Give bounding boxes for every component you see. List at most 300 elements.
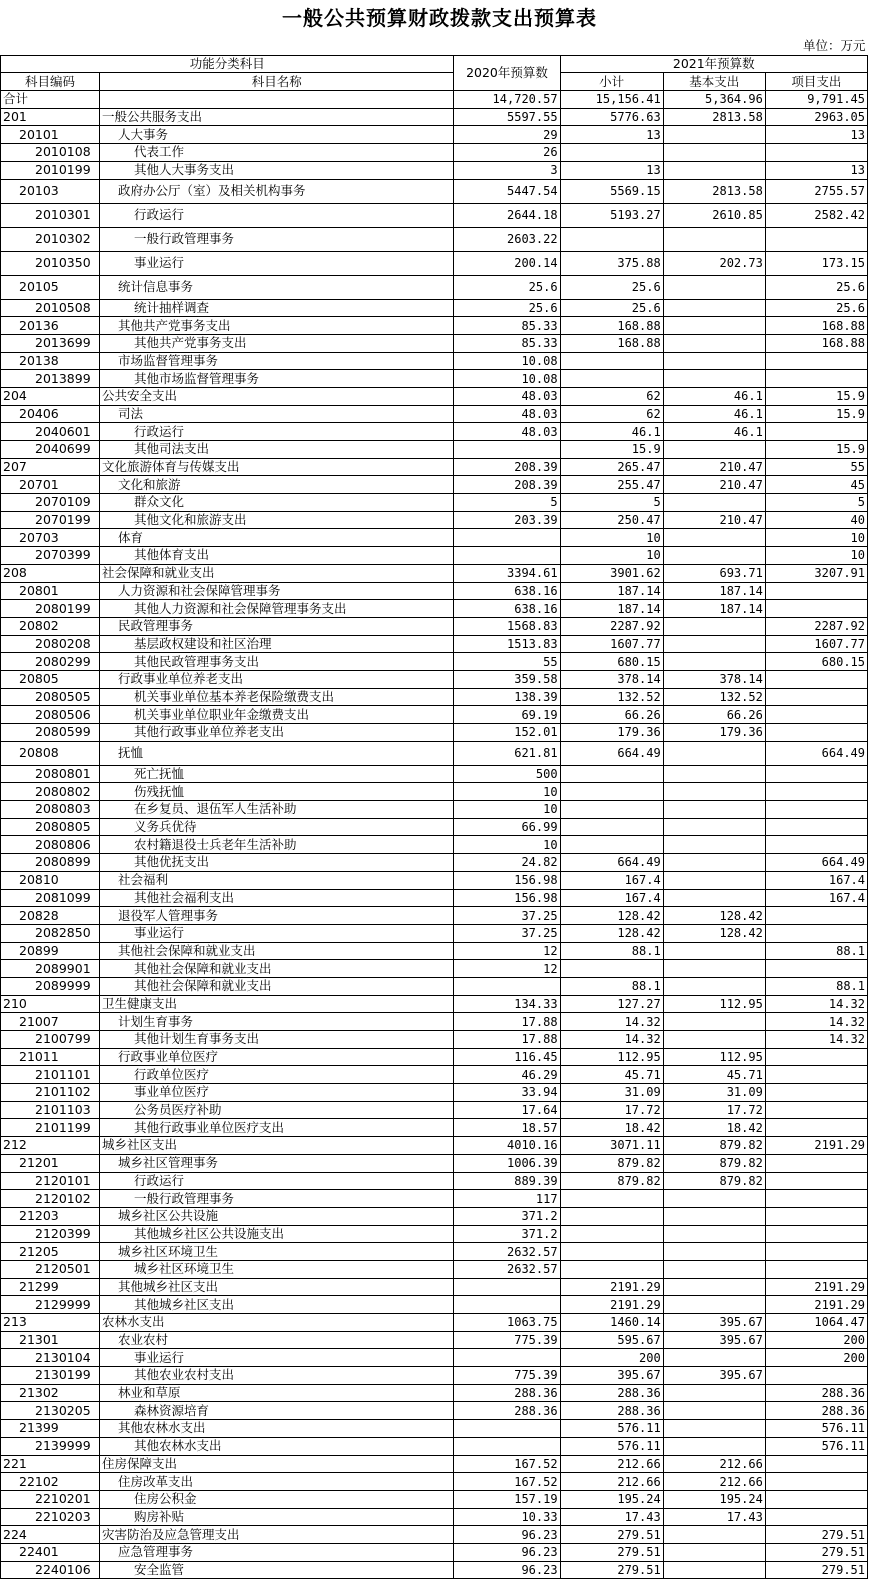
row-2021-project <box>765 1084 867 1102</box>
table-row <box>1 1296 868 1314</box>
row-2020-budget: 775.39 <box>454 1331 560 1349</box>
row-2021-project: 167.4 <box>765 871 867 889</box>
header-func-class: 功能分类科目 <box>1 55 454 73</box>
row-2021-project: 167.4 <box>765 889 867 907</box>
row-name: 城乡社区环境卫生 <box>100 1260 454 1278</box>
row-name: 市场监督管理事务 <box>100 352 454 370</box>
row-2020-budget: 37.25 <box>454 907 560 925</box>
row-2021-subtotal <box>560 1260 663 1278</box>
row-2021-basic: 46.1 <box>663 387 765 405</box>
row-2021-subtotal: 5 <box>560 494 663 512</box>
row-2020-budget: 37.25 <box>454 924 560 942</box>
row-2020-budget: 10.08 <box>454 352 560 370</box>
row-2021-project: 200 <box>765 1349 867 1367</box>
row-2021-subtotal: 46.1 <box>560 423 663 441</box>
row-2020-budget: 69.19 <box>454 706 560 724</box>
row-name: 行政运行 <box>100 203 454 227</box>
table-row <box>1 91 868 109</box>
row-2021-project: 1064.47 <box>765 1314 867 1332</box>
row-2020-budget: 621.81 <box>454 741 560 765</box>
table-row <box>1 1243 868 1261</box>
row-name: 其他农业农村支出 <box>100 1367 454 1385</box>
row-name: 人力资源和社会保障管理事务 <box>100 582 454 600</box>
row-2021-basic: 187.14 <box>663 600 765 618</box>
row-name: 农村籍退役士兵老年生活补助 <box>100 836 454 854</box>
row-2021-project: 288.36 <box>765 1402 867 1420</box>
table-row <box>1 1066 868 1084</box>
row-code: 2120501 <box>1 1260 100 1278</box>
row-name: 其他社会保障和就业支出 <box>100 942 454 960</box>
row-code: 2101103 <box>1 1101 100 1119</box>
row-2020-budget: 5 <box>454 494 560 512</box>
row-2021-project <box>765 1190 867 1208</box>
row-2020-budget: 203.39 <box>454 511 560 529</box>
header-2021-budget: 2021年预算数 <box>560 55 867 73</box>
row-2021-project <box>765 1172 867 1190</box>
row-code: 2080505 <box>1 688 100 706</box>
row-2021-basic: 195.24 <box>663 1490 765 1508</box>
row-2021-basic: 46.1 <box>663 405 765 423</box>
row-2021-project: 2191.29 <box>765 1278 867 1296</box>
row-2021-subtotal: 62 <box>560 387 663 405</box>
row-2021-project <box>765 1101 867 1119</box>
row-2021-subtotal: 664.49 <box>560 741 663 765</box>
row-name: 林业和草原 <box>100 1384 454 1402</box>
row-2021-project <box>765 1473 867 1491</box>
row-2021-basic: 46.1 <box>663 423 765 441</box>
row-2021-subtotal <box>560 765 663 783</box>
row-2021-basic <box>663 1013 765 1031</box>
row-2021-basic <box>663 1384 765 1402</box>
row-2021-subtotal: 2191.29 <box>560 1278 663 1296</box>
table-row <box>1 458 868 476</box>
row-2020-budget: 156.98 <box>454 889 560 907</box>
row-code: 207 <box>1 458 100 476</box>
table-row <box>1 1190 868 1208</box>
table-row <box>1 942 868 960</box>
row-2021-basic: 2610.85 <box>663 203 765 227</box>
row-2021-basic <box>663 818 765 836</box>
row-2021-subtotal: 127.27 <box>560 995 663 1013</box>
row-2020-budget: 17.64 <box>454 1101 560 1119</box>
row-2021-project: 2191.29 <box>765 1296 867 1314</box>
table-row <box>1 352 868 370</box>
unit-row <box>1 38 868 55</box>
row-name: 住房改革支出 <box>100 1473 454 1491</box>
row-2020-budget: 24.82 <box>454 854 560 872</box>
row-2021-subtotal: 14.32 <box>560 1013 663 1031</box>
row-code: 22102 <box>1 1473 100 1491</box>
table-row <box>1 924 868 942</box>
row-code: 20138 <box>1 352 100 370</box>
row-2021-project <box>765 706 867 724</box>
row-2021-basic <box>663 1543 765 1561</box>
row-2021-subtotal: 10 <box>560 547 663 565</box>
row-2020-budget: 25.6 <box>454 275 560 299</box>
table-row <box>1 1384 868 1402</box>
table-row <box>1 387 868 405</box>
row-2021-basic: 202.73 <box>663 251 765 275</box>
row-2021-basic: 879.82 <box>663 1172 765 1190</box>
row-code: 201 <box>1 108 100 126</box>
header-2020-budget: 2020年预算数 <box>454 55 560 90</box>
table-row <box>1 783 868 801</box>
row-2021-project: 200 <box>765 1331 867 1349</box>
row-2021-subtotal: 167.4 <box>560 871 663 889</box>
row-2021-basic <box>663 871 765 889</box>
row-code: 20703 <box>1 529 100 547</box>
row-2021-basic: 210.47 <box>663 476 765 494</box>
row-code: 2070199 <box>1 511 100 529</box>
row-2021-project <box>765 960 867 978</box>
table-row <box>1 405 868 423</box>
row-2021-subtotal: 167.4 <box>560 889 663 907</box>
row-2021-project <box>765 907 867 925</box>
table-row <box>1 1101 868 1119</box>
header-row-1 <box>1 55 868 73</box>
table-row <box>1 1526 868 1544</box>
row-2021-basic <box>663 161 765 179</box>
row-2021-project: 279.51 <box>765 1543 867 1561</box>
row-2021-project: 168.88 <box>765 317 867 335</box>
row-2020-budget: 500 <box>454 765 560 783</box>
row-2021-subtotal <box>560 227 663 251</box>
row-2021-project <box>765 144 867 162</box>
row-code: 2129999 <box>1 1296 100 1314</box>
row-2021-basic: 879.82 <box>663 1137 765 1155</box>
row-code: 2089999 <box>1 977 100 995</box>
row-code: 2080208 <box>1 635 100 653</box>
row-2021-basic: 395.67 <box>663 1314 765 1332</box>
row-2021-basic: 879.82 <box>663 1154 765 1172</box>
row-2021-basic: 112.95 <box>663 1048 765 1066</box>
header-row-2 <box>1 73 868 91</box>
row-2021-subtotal <box>560 144 663 162</box>
header-project: 项目支出 <box>765 73 867 91</box>
row-name: 行政事业单位医疗 <box>100 1048 454 1066</box>
row-2021-subtotal: 13 <box>560 161 663 179</box>
row-2021-project: 168.88 <box>765 334 867 352</box>
row-2021-project: 288.36 <box>765 1384 867 1402</box>
row-code: 2070109 <box>1 494 100 512</box>
row-name: 事业运行 <box>100 251 454 275</box>
row-name: 基层政权建设和社区治理 <box>100 635 454 653</box>
row-2021-basic: 395.67 <box>663 1331 765 1349</box>
row-2021-project: 14.32 <box>765 995 867 1013</box>
row-2020-budget: 2632.57 <box>454 1260 560 1278</box>
row-code: 20808 <box>1 741 100 765</box>
row-name: 机关事业单位基本养老保险缴费支出 <box>100 688 454 706</box>
row-2021-subtotal: 15.9 <box>560 441 663 459</box>
row-code: 2101101 <box>1 1066 100 1084</box>
table-row <box>1 1084 868 1102</box>
row-2021-subtotal: 17.72 <box>560 1101 663 1119</box>
row-name: 其他司法支出 <box>100 441 454 459</box>
row-code: 22401 <box>1 1543 100 1561</box>
table-row <box>1 275 868 299</box>
row-2021-basic: 187.14 <box>663 582 765 600</box>
table-row <box>1 688 868 706</box>
row-name: 行政事业单位养老支出 <box>100 670 454 688</box>
table-body <box>1 91 868 1579</box>
table-row <box>1 960 868 978</box>
row-code: 2010108 <box>1 144 100 162</box>
row-2020-budget: 288.36 <box>454 1384 560 1402</box>
row-code: 21203 <box>1 1207 100 1225</box>
row-name: 卫生健康支出 <box>100 995 454 1013</box>
row-2021-basic: 66.26 <box>663 706 765 724</box>
row-name: 其他人力资源和社会保障管理事务支出 <box>100 600 454 618</box>
row-2021-subtotal: 595.67 <box>560 1331 663 1349</box>
row-name: 其他文化和旅游支出 <box>100 511 454 529</box>
row-2021-project: 2191.29 <box>765 1137 867 1155</box>
row-name: 其他共产党事务支出 <box>100 334 454 352</box>
row-name: 其他农林水支出 <box>100 1437 454 1455</box>
row-2021-basic <box>663 275 765 299</box>
row-2021-subtotal <box>560 818 663 836</box>
row-2020-budget: 1063.75 <box>454 1314 560 1332</box>
row-code: 合计 <box>1 91 100 109</box>
row-2021-subtotal: 128.42 <box>560 907 663 925</box>
row-2020-budget: 3394.61 <box>454 564 560 582</box>
row-2021-project: 2582.42 <box>765 203 867 227</box>
row-code: 2139999 <box>1 1437 100 1455</box>
row-code: 2210201 <box>1 1490 100 1508</box>
row-code: 2013699 <box>1 334 100 352</box>
row-name: 森林资源培育 <box>100 1402 454 1420</box>
row-name: 其他计划生育事务支出 <box>100 1031 454 1049</box>
row-2021-basic <box>663 635 765 653</box>
row-2021-basic <box>663 352 765 370</box>
row-name: 农林水支出 <box>100 1314 454 1332</box>
row-name: 其他市场监督管理事务 <box>100 370 454 388</box>
row-2021-basic: 210.47 <box>663 511 765 529</box>
table-row <box>1 1013 868 1031</box>
row-2021-subtotal: 288.36 <box>560 1384 663 1402</box>
table-row <box>1 653 868 671</box>
row-code: 20828 <box>1 907 100 925</box>
row-2021-project: 88.1 <box>765 942 867 960</box>
row-2021-project: 13 <box>765 126 867 144</box>
row-2021-project: 45 <box>765 476 867 494</box>
row-2020-budget <box>454 1437 560 1455</box>
row-2020-budget: 1513.83 <box>454 635 560 653</box>
row-name: 义务兵优待 <box>100 818 454 836</box>
row-2020-budget: 12 <box>454 960 560 978</box>
row-code: 210 <box>1 995 100 1013</box>
row-2021-project: 3207.91 <box>765 564 867 582</box>
row-2021-project: 25.6 <box>765 299 867 317</box>
table-row <box>1 1561 868 1579</box>
row-code: 2080803 <box>1 801 100 819</box>
row-2021-project <box>765 600 867 618</box>
row-2021-basic <box>663 441 765 459</box>
row-2020-budget: 371.2 <box>454 1225 560 1243</box>
table-row <box>1 251 868 275</box>
row-2020-budget: 48.03 <box>454 423 560 441</box>
row-2021-subtotal: 18.42 <box>560 1119 663 1137</box>
row-2020-budget: 200.14 <box>454 251 560 275</box>
row-2021-basic: 132.52 <box>663 688 765 706</box>
header-basic: 基本支出 <box>663 73 765 91</box>
row-name: 其他社会福利支出 <box>100 889 454 907</box>
row-2021-project <box>765 924 867 942</box>
table-row <box>1 227 868 251</box>
row-2020-budget: 96.23 <box>454 1526 560 1544</box>
row-code: 2080899 <box>1 854 100 872</box>
row-2020-budget: 29 <box>454 126 560 144</box>
row-name: 退役军人管理事务 <box>100 907 454 925</box>
row-2021-basic <box>663 494 765 512</box>
row-2021-basic: 112.95 <box>663 995 765 1013</box>
row-code: 2120399 <box>1 1225 100 1243</box>
row-2021-project: 1607.77 <box>765 635 867 653</box>
row-2021-project: 173.15 <box>765 251 867 275</box>
row-2021-subtotal <box>560 352 663 370</box>
row-2021-subtotal: 66.26 <box>560 706 663 724</box>
table-row <box>1 617 868 635</box>
row-name: 其他社会保障和就业支出 <box>100 960 454 978</box>
row-2021-project <box>765 582 867 600</box>
row-2020-budget: 1568.83 <box>454 617 560 635</box>
row-2020-budget <box>454 1349 560 1367</box>
row-2021-subtotal: 25.6 <box>560 299 663 317</box>
row-2021-project: 576.11 <box>765 1420 867 1438</box>
row-2021-subtotal <box>560 370 663 388</box>
header-subtotal: 小计 <box>560 73 663 91</box>
row-2020-budget: 208.39 <box>454 458 560 476</box>
row-code: 212 <box>1 1137 100 1155</box>
row-name: 灾害防治及应急管理支出 <box>100 1526 454 1544</box>
row-2020-budget: 638.16 <box>454 600 560 618</box>
row-2021-basic: 210.47 <box>663 458 765 476</box>
row-name: 其他城乡社区公共设施支出 <box>100 1225 454 1243</box>
table-row <box>1 600 868 618</box>
row-2021-project <box>765 1260 867 1278</box>
row-2021-subtotal: 3071.11 <box>560 1137 663 1155</box>
row-2021-basic: 128.42 <box>663 907 765 925</box>
row-2021-subtotal: 1460.14 <box>560 1314 663 1332</box>
table-row <box>1 1048 868 1066</box>
row-2020-budget: 371.2 <box>454 1207 560 1225</box>
row-2021-subtotal: 179.36 <box>560 724 663 742</box>
row-name: 代表工作 <box>100 144 454 162</box>
table-row <box>1 334 868 352</box>
row-2020-budget: 85.33 <box>454 317 560 335</box>
row-2021-project: 14.32 <box>765 1031 867 1049</box>
row-2021-subtotal: 10 <box>560 529 663 547</box>
row-2021-subtotal: 88.1 <box>560 977 663 995</box>
row-2021-subtotal: 128.42 <box>560 924 663 942</box>
row-name: 群众文化 <box>100 494 454 512</box>
row-name: 其他城乡社区支出 <box>100 1296 454 1314</box>
row-2021-project: 5 <box>765 494 867 512</box>
row-code: 21201 <box>1 1154 100 1172</box>
row-name: 抚恤 <box>100 741 454 765</box>
row-2021-basic <box>663 299 765 317</box>
row-name: 其他城乡社区支出 <box>100 1278 454 1296</box>
table-row <box>1 494 868 512</box>
row-name: 公务员医疗补助 <box>100 1101 454 1119</box>
row-2021-basic <box>663 960 765 978</box>
table-row <box>1 126 868 144</box>
header-name: 科目名称 <box>100 73 454 91</box>
row-2020-budget: 2644.18 <box>454 203 560 227</box>
row-2021-subtotal: 3901.62 <box>560 564 663 582</box>
row-2021-basic <box>663 144 765 162</box>
row-2021-subtotal <box>560 783 663 801</box>
row-2021-basic <box>663 1225 765 1243</box>
row-2021-project <box>765 1207 867 1225</box>
row-code: 21011 <box>1 1048 100 1066</box>
row-2020-budget: 10 <box>454 801 560 819</box>
row-2021-subtotal: 112.95 <box>560 1048 663 1066</box>
row-code: 21399 <box>1 1420 100 1438</box>
row-name: 其他行政事业单位养老支出 <box>100 724 454 742</box>
row-2020-budget: 138.39 <box>454 688 560 706</box>
row-2021-project: 2963.05 <box>765 108 867 126</box>
row-2021-basic: 31.09 <box>663 1084 765 1102</box>
row-2020-budget: 33.94 <box>454 1084 560 1102</box>
row-2020-budget: 1006.39 <box>454 1154 560 1172</box>
row-2021-project: 9,791.45 <box>765 91 867 109</box>
row-2021-basic: 18.42 <box>663 1119 765 1137</box>
row-code: 224 <box>1 1526 100 1544</box>
row-2021-project <box>765 688 867 706</box>
row-2021-project <box>765 836 867 854</box>
row-code: 204 <box>1 387 100 405</box>
row-2021-project <box>765 227 867 251</box>
row-2021-subtotal: 664.49 <box>560 854 663 872</box>
row-2021-project: 576.11 <box>765 1437 867 1455</box>
row-2021-basic <box>663 1190 765 1208</box>
row-2021-project: 88.1 <box>765 977 867 995</box>
table-row <box>1 1119 868 1137</box>
row-code: 2082850 <box>1 924 100 942</box>
row-2021-basic: 212.66 <box>663 1473 765 1491</box>
row-2020-budget: 208.39 <box>454 476 560 494</box>
row-name: 一般行政管理事务 <box>100 1190 454 1208</box>
row-2021-project <box>765 724 867 742</box>
row-2021-subtotal <box>560 1190 663 1208</box>
table-row <box>1 1543 868 1561</box>
row-name: 社会保障和就业支出 <box>100 564 454 582</box>
table-row <box>1 144 868 162</box>
row-2021-project: 680.15 <box>765 653 867 671</box>
row-code: 2080506 <box>1 706 100 724</box>
row-2021-subtotal: 378.14 <box>560 670 663 688</box>
row-name: 体育 <box>100 529 454 547</box>
table-row <box>1 818 868 836</box>
row-2021-project: 2755.57 <box>765 179 867 203</box>
row-2020-budget: 156.98 <box>454 871 560 889</box>
table-row <box>1 317 868 335</box>
row-2021-subtotal: 88.1 <box>560 942 663 960</box>
row-code: 2240106 <box>1 1561 100 1579</box>
table-row <box>1 1260 868 1278</box>
row-code: 2010302 <box>1 227 100 251</box>
row-name: 其他体育支出 <box>100 547 454 565</box>
row-2020-budget: 10.33 <box>454 1508 560 1526</box>
row-2020-budget <box>454 1420 560 1438</box>
row-2021-basic: 179.36 <box>663 724 765 742</box>
row-code: 2040601 <box>1 423 100 441</box>
table-row <box>1 108 868 126</box>
row-2020-budget: 775.39 <box>454 1367 560 1385</box>
row-2021-subtotal: 375.88 <box>560 251 663 275</box>
row-2021-basic <box>663 1349 765 1367</box>
row-code: 20105 <box>1 275 100 299</box>
